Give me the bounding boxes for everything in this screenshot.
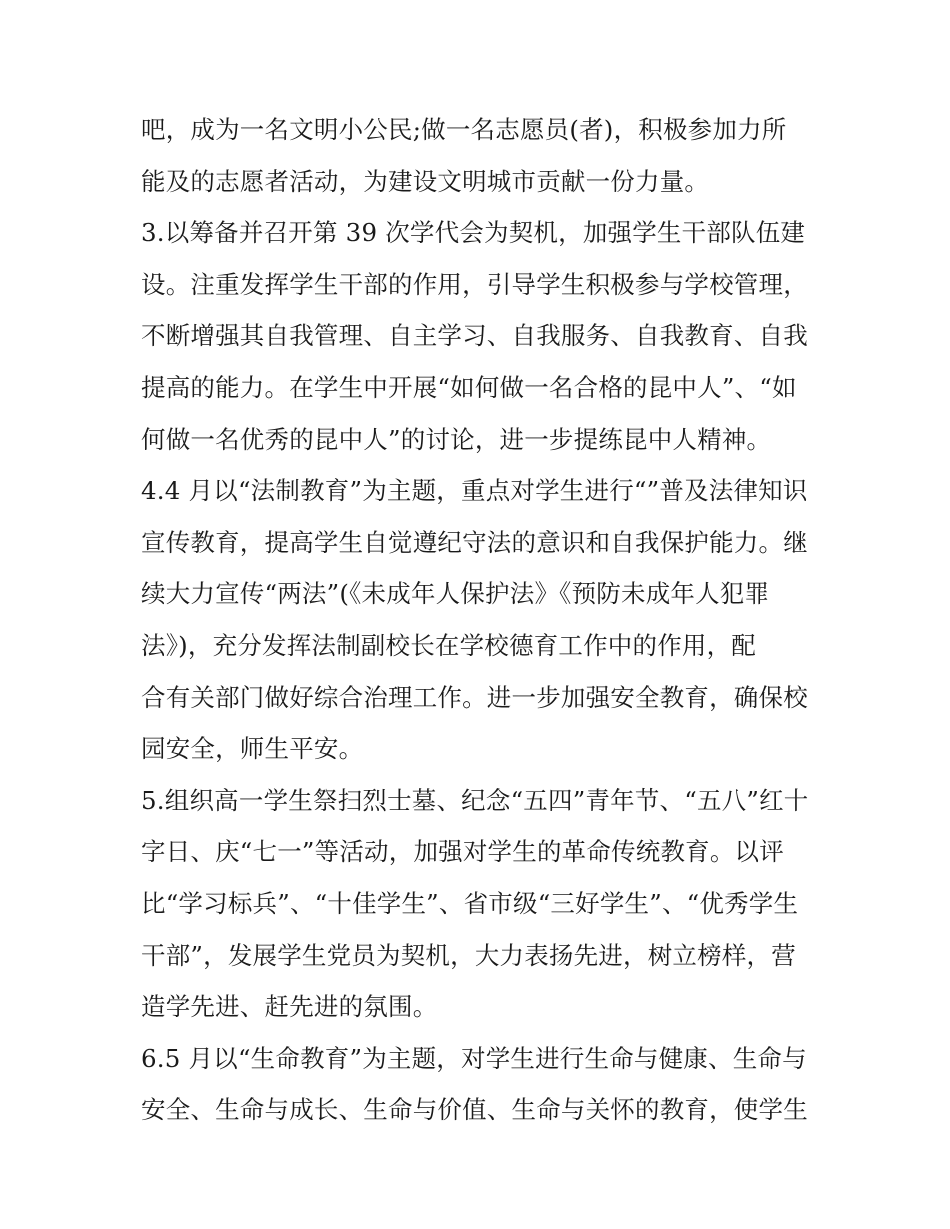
text-line: 安全、生命与成长、生命与价值、生命与关怀的教育，使学生 (141, 1095, 808, 1125)
text-line: 园安全，师生平安。 (141, 734, 364, 764)
text-line: 4.4 月以“法制教育”为主题，重点对学生进行“”普及法律知识 (141, 476, 808, 506)
text-line: 6.5 月以“生命教育”为主题，对学生进行生命与健康、生命与 (141, 1043, 807, 1073)
text-line: 设。注重发挥学生干部的作用，引导学生积极参与学校管理， (141, 269, 808, 299)
text-line: 比“学习标兵”、“十佳学生”、省市级“三好学生”、“优秀学生 (141, 888, 799, 918)
text-line: 3.以筹备并召开第 39 次学代会为契机，加强学生干部队伍建 (141, 218, 806, 248)
text-line: 5.组织高一学生祭扫烈士墓、纪念“五四”青年节、“五八”红十 (141, 785, 809, 815)
text-line: 造学先进、赶先进的氛围。 (141, 992, 438, 1022)
text-line: 法》)，充分发挥法制副校长在学校德育工作中的作用，配 (141, 630, 757, 660)
text-line: 续大力宣传“两法”(《未成年人保护法》《预防未成年人犯罪 (141, 579, 770, 609)
text-line: 宣传教育，提高学生自觉遵纪守法的意识和自我保护能力。继 (141, 527, 808, 557)
text-line: 合有关部门做好综合治理工作。进一步加强安全教育，确保校 (141, 682, 808, 712)
text-line: 能及的志愿者活动，为建设文明城市贡献一份力量。 (141, 166, 710, 196)
text-line: 提高的能力。在学生中开展“如何做一名合格的昆中人”、“如 (141, 372, 797, 402)
text-line: 字日、庆“七一”等活动，加强对学生的革命传统教育。以评 (141, 837, 784, 867)
text-line: 何做一名优秀的昆中人”的讨论，进一步提练昆中人精神。 (141, 424, 772, 454)
text-line: 吧，成为一名文明小公民;做一名志愿员(者)，积极参加力所 (141, 115, 787, 144)
document-body (141, 104, 831, 1136)
text-line: 干部”，发展学生党员为契机，大力表扬先进，树立榜样，营 (141, 940, 796, 970)
text-line: 不断增强其自我管理、自主学习、自我服务、自我教育、自我 (141, 321, 808, 351)
